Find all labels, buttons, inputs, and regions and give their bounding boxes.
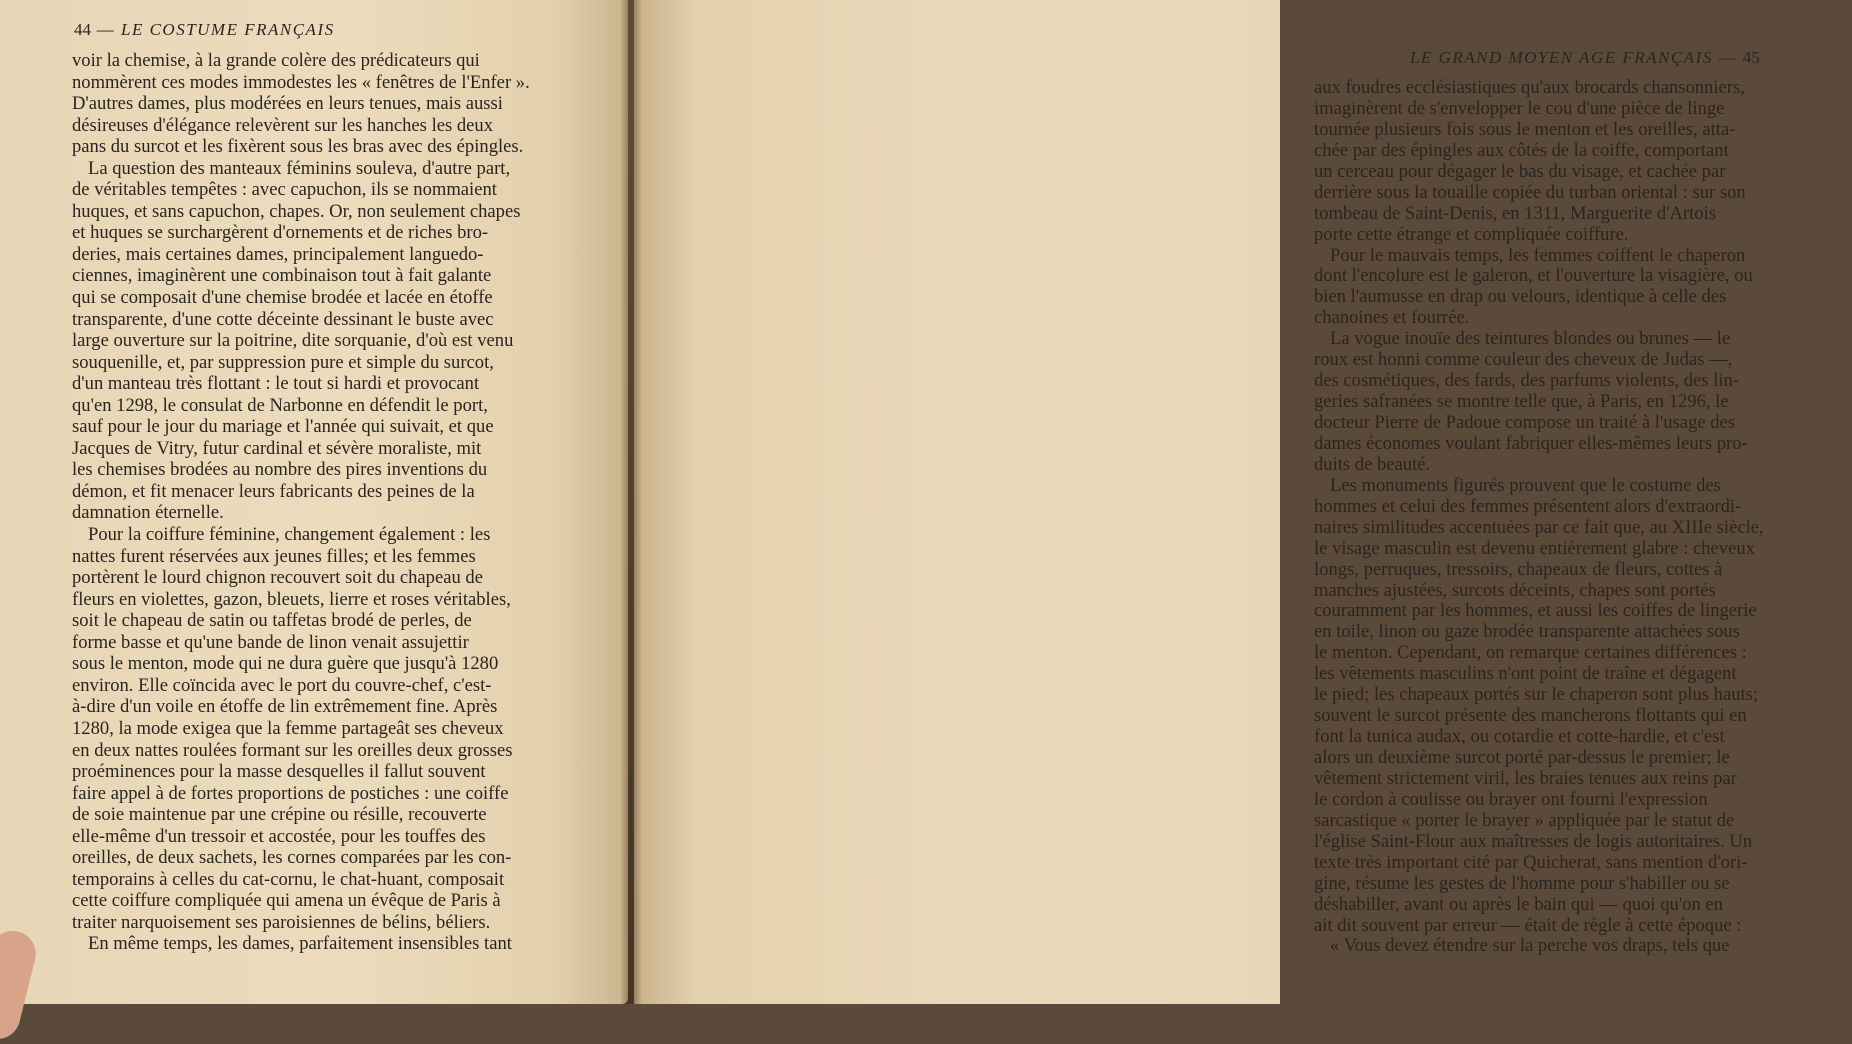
text-line: de soie maintenue par une crépine ou résille, recouverte [72, 804, 487, 826]
right-page-number: 45 [1742, 48, 1760, 67]
text-line: texte très important cité par Quicherat, sans mention d'ori- [1314, 851, 1748, 873]
text-line: docteur Pierre de Padoue compose un traité à l'usage des [1314, 412, 1736, 433]
text-line: En même temps, les dames, parfaitement insensibles tant [88, 933, 512, 955]
text-line: manches ajustées, surcots déceints, chapes sont portés [1314, 579, 1716, 601]
text-line: transparente, d'une cotte déceinte dessinant le buste avec [72, 308, 494, 330]
text-line: Pour la coiffure féminine, changement également : les [88, 524, 491, 546]
text-line: aux foudres ecclésiastiques qu'aux brocards chansonniers, [1314, 77, 1745, 98]
text-line: chée par des épingles aux côtés de la coiffe, comportant [1314, 139, 1729, 161]
text-line: ciennes, imaginèrent une combinaison tout à fait galante [72, 265, 492, 287]
text-line: sarcastique « porter le brayer » appliquée par le statut de [1314, 809, 1735, 831]
text-line: déshabiller, avant ou après le bain qui — quoi qu'on en [1314, 893, 1723, 915]
right-running-head: LE GRAND MOYEN AGE FRANÇAIS — 45 [1410, 48, 1760, 67]
text-line: hommes et celui des femmes présentent alors d'extraordi- [1314, 495, 1742, 517]
text-line: des cosmétiques, des fards, des parfums violents, des lin- [1314, 370, 1739, 392]
text-line: gine, résume les gestes de l'homme pour s'habiller ou se [1314, 872, 1730, 894]
text-line: sauf pour le jour du mariage et l'année qui suivait, et que [72, 416, 494, 438]
text-line: font la tunica audax, ou cotardie et cotte-hardie, et c'est [1314, 726, 1725, 748]
text-line: le visage masculin est devenu entièrement glabre : cheveux [1314, 537, 1755, 559]
text-line: qui se composait d'une chemise brodée et lacée en étoffe [72, 287, 493, 309]
text-line: démon, et fit menacer leurs fabricants des peines de la [72, 480, 475, 502]
text-line: Les monuments figurés prouvent que le costume des [1330, 474, 1721, 496]
text-line: de véritables tempêtes : avec capuchon, ils se nommaient [72, 179, 497, 201]
text-line: derrière sous la touaille copiée du turban oriental : sur son [1314, 181, 1746, 203]
text-line: vêtement strictement viril, les braies tenues aux reins par [1314, 767, 1737, 789]
text-line: chanoines et fourrée. [1314, 307, 1470, 329]
text-line: imaginèrent de s'envelopper le cou d'une pièce de linge [1314, 97, 1725, 119]
left-running-head: 44 — LE COSTUME FRANÇAIS [74, 20, 335, 39]
text-line: bien l'aumusse en drap ou velours, identique à celle des [1314, 286, 1727, 308]
text-line: soit le chapeau de satin ou taffetas brodé de perles, de [72, 610, 472, 632]
text-line: traiter narquoisement ses paroisiennes de bélins, béliers. [72, 911, 491, 933]
text-line: en toile, linon ou gaze brodée transparente attachées sous [1314, 621, 1740, 643]
text-line: en deux nattes roulées formant sur les oreilles deux grosses [72, 739, 513, 761]
text-line: dont l'encolure est le galeron, et l'ouverture la visagière, ou [1314, 265, 1753, 287]
text-line: à-dire d'un voile en étoffe de lin extrêmement fine. Après [72, 696, 498, 718]
text-line: le menton. Cependant, on remarque certaines différences : [1314, 642, 1747, 664]
text-line: duits de beauté. [1314, 453, 1431, 475]
text-line: proéminences pour la masse desquelles il fallut souvent [72, 761, 486, 783]
text-line: sous le menton, mode qui ne dura guère que jusqu'à 1280 [72, 653, 499, 675]
text-line: ait dit souvent par erreur — était de règle à cette époque : [1314, 914, 1742, 936]
text-line: un cerceau pour dégager le bas du visage, et cachée par [1314, 160, 1726, 182]
text-line: roux est honni comme couleur des cheveux de Judas —, [1314, 349, 1733, 371]
text-line: désireuses d'élégance relevèrent sur les hanches les deux [72, 114, 494, 136]
text-line: souquenille, et, par suppression pure et simple du surcot, [72, 351, 494, 373]
text-line: le pied; les chapeaux portés sur le chaperon sont plus hauts; [1314, 684, 1759, 706]
left-page [0, 0, 628, 1004]
text-line: « Vous devez étendre sur la perche vos draps, tels que [1330, 935, 1730, 957]
text-line: 1280, la mode exigea que la femme partageât ses cheveux [72, 717, 504, 739]
text-line: porte cette étrange et compliquée coiffure. [1314, 223, 1629, 245]
text-line: les chemises brodées au nombre des pires inventions du [72, 459, 488, 481]
text-line: tournée plusieurs fois sous le menton et les oreilles, atta- [1314, 118, 1736, 140]
text-line: alors un deuxième surcot porté par-dessus le premier; le [1314, 747, 1730, 768]
text-line: large ouverture sur la poitrine, dite sorquanie, d'où est venu [72, 330, 514, 352]
text-line: elle-même d'un tressoir et accostée, pour les touffes des [72, 825, 486, 847]
left-page-text [72, 50, 582, 955]
text-line: pans du surcot et les fixèrent sous les bras avec des épingles. [72, 136, 524, 158]
text-line: La question des manteaux féminins souleva, d'autre part, [88, 157, 511, 179]
text-line: couramment par les hommes, et aussi les coiffes de lingerie [1314, 600, 1757, 622]
text-line: qu'en 1298, le consulat de Narbonne en défendit le port, [72, 394, 488, 416]
text-line: huques, et sans capuchon, chapes. Or, non seulement chapes [72, 200, 521, 222]
text-line: oreilles, de deux sachets, les cornes comparées par les con- [72, 847, 512, 869]
text-line: D'autres dames, plus modérées en leurs tenues, mais aussi [72, 93, 503, 115]
text-line: damnation éternelle. [72, 502, 224, 524]
text-line: environ. Elle coïncida avec le port du couvre-chef, c'est- [72, 674, 492, 696]
text-line: longs, perruques, tressoirs, chapeaux de fleurs, cottes à [1314, 558, 1723, 580]
text-line: forme basse et qu'une bande de linon venait assujettir [72, 631, 469, 653]
text-line: faire appel à de fortes proportions de postiches : une coiffe [72, 782, 509, 804]
text-line: temporains à celles du cat-cornu, le chat-huant, composait [72, 868, 505, 890]
text-line: portèrent le lourd chignon recouvert soit du chapeau de [72, 567, 483, 589]
text-line: et huques se surchargèrent d'ornements et de riches bro- [72, 222, 489, 244]
text-line: d'un manteau très flottant : le tout si hardi et provocant [72, 373, 480, 395]
right-page [634, 0, 1764, 1004]
text-line: cette coiffure compliquée qui amena un évêque de Paris à [72, 890, 501, 912]
book-gutter [620, 0, 642, 1004]
right-page-text [1314, 78, 1852, 957]
left-running-title: LE COSTUME FRANÇAIS [121, 20, 335, 39]
text-line: fleurs en violettes, gazon, bleuets, lierre et roses véritables, [72, 588, 511, 610]
text-line: Pour le mauvais temps, les femmes coiffent le chaperon [1330, 244, 1746, 266]
text-line: l'église Saint-Flour aux maîtresses de logis autoritaires. Un [1314, 830, 1753, 852]
text-line: voir la chemise, à la grande colère des prédicateurs qui [72, 50, 480, 71]
text-line: naires similitudes accentuées par ce fait que, au XIIIe siècle, [1314, 516, 1764, 538]
right-running-title: LE GRAND MOYEN AGE FRANÇAIS [1410, 48, 1713, 67]
text-line: Jacques de Vitry, futur cardinal et sévère moraliste, mit [72, 437, 482, 459]
text-line: La vogue inouïe des teintures blondes ou brunes — le [1330, 328, 1731, 350]
text-line: tombeau de Saint-Denis, en 1311, Marguerite d'Artois [1314, 202, 1716, 224]
text-line: nommèrent ces modes immodestes les « fenêtres de l'Enfer ». [72, 71, 530, 93]
text-line: les vêtements masculins n'ont point de traîne et dégagent [1314, 663, 1737, 685]
text-line: souvent le surcot présente des mancherons flottants qui en [1314, 705, 1747, 727]
text-line: le cordon à coulisse ou brayer ont fourni l'expression [1314, 788, 1708, 810]
left-page-number: 44 [74, 20, 91, 39]
text-line: dames économes voulant fabriquer elles-mêmes leurs pro- [1314, 432, 1748, 454]
text-line: geries safranées se montre telle que, à Paris, en 1296, le [1314, 391, 1729, 413]
text-line: deries, mais certaines dames, principalement languedo- [72, 243, 484, 265]
text-line: nattes furent réservées aux jeunes filles; et les femmes [72, 545, 476, 567]
